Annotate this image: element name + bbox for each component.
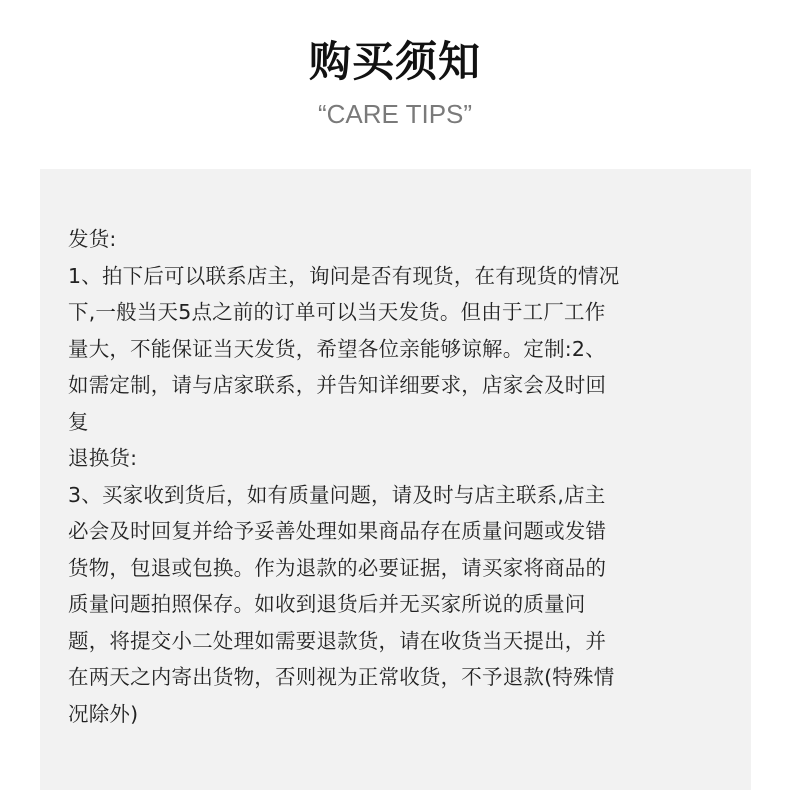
notice-line: 必会及时回复并给予妥善处理如果商品存在质量问题或发错 [68,519,607,543]
notice-line: 复 [68,409,89,434]
notice-line: 况除外) [68,701,139,726]
notice-heading-returns: 退换货: [68,446,138,470]
notice-line: 在两天之内寄出货物，否则视为正常收货，不予退款(特殊情 [68,665,615,689]
notice-line: 题，将提交小二处理如需要退款货，请在收货当天提出，并 [68,628,607,653]
notice-line: 如需定制，请与店家联系，并告知详细要求，店家会及时回 [68,373,607,397]
notice-line: 1、拍下后可以联系店主，询问是否有现货，在有现货的情况 [68,263,620,288]
notice-line: 量大，不能保证当天发货，希望各位亲能够谅解。定制:2、 [68,336,606,361]
notice-line: 质量问题拍照保存。如收到退货后并无买家所说的质量问 [68,592,586,616]
notice-heading-shipping: 发货: [68,227,117,251]
page-title: 购买须知 [308,37,481,86]
notice-panel [40,169,751,790]
notice-line: 货物，包退或包换。作为退款的必要证据，请买家将商品的 [68,555,607,580]
notice-line: 下,一般当天5点之前的订单可以当天发货。但由于工厂工作 [68,300,606,324]
notice-line: 3、买家收到货后，如有质量问题，请及时与店主联系,店主 [68,482,606,507]
page-subtitle: “CARE TIPS” [317,99,473,129]
